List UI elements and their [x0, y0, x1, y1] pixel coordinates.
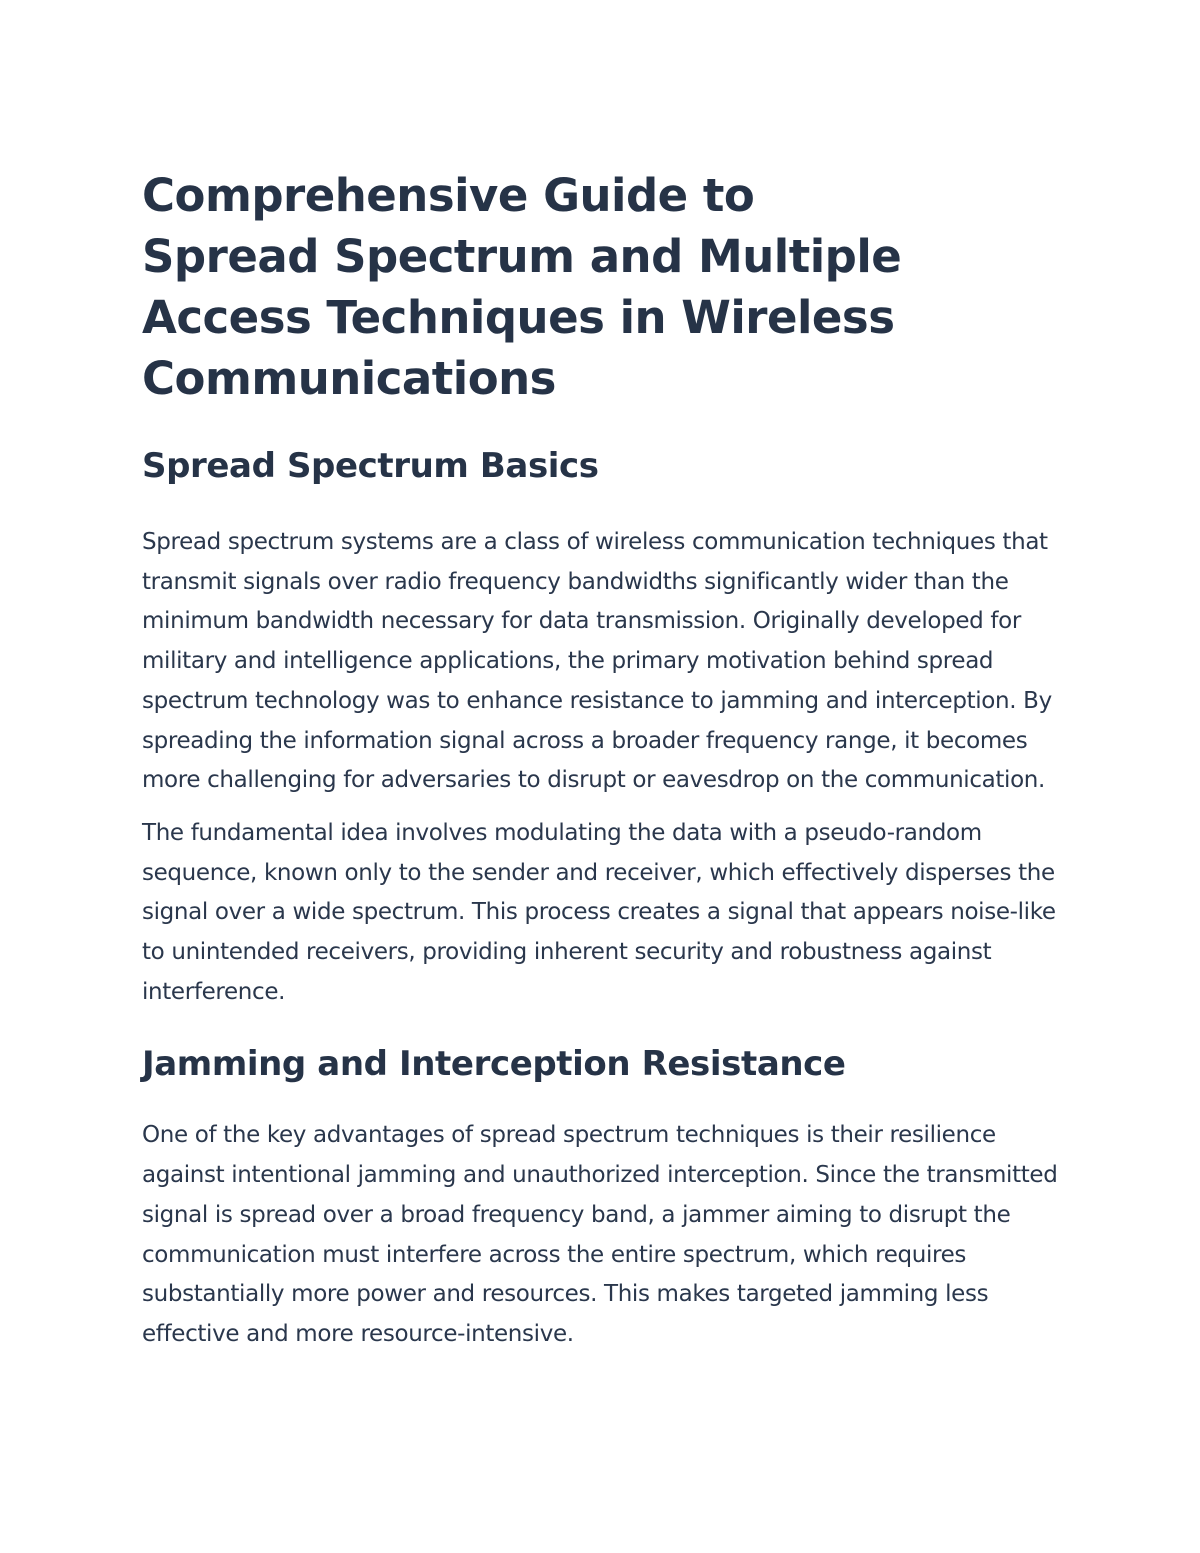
section-paragraph: The fundamental idea involves modulating the data with a pseudo-random sequence, known only to the sender and receiver, which effectively disperses the signal over a wide spectrum. This process creates a signal that appears noise-like to unintended receivers, providing inherent security and robustness against interference. [142, 819, 1056, 1005]
section-paragraph: Spread spectrum systems are a class of wireless communication techniques that transmit signals over radio frequency bandwidths significantly wider than the minimum bandwidth necessary for data transmission. Originally developed for military and intelligence applications, the primary motivation behind spread spectrum technology was to enhance resistance to jamming and interception. By spreading the information signal across a broader frequency range, it becomes more challenging for adversaries to disrupt or eavesdrop on the communication. [142, 529, 1052, 794]
document-title: Comprehensive Guide to Spread Spectrum and Multiple Access Techniques in Wireless Communications [142, 169, 902, 405]
section-heading-spread-spectrum-basics: Spread Spectrum Basics [142, 446, 599, 486]
document-page [142, 165, 1067, 1355]
section-paragraph: One of the key advantages of spread spectrum techniques is their resilience against intentional jamming and unauthorized interception. Since the transmitted signal is spread over a broad frequency band, a jammer aiming to disrupt the communication must interfere across the entire spectrum, which requires substantially more power and resources. This makes targeted jamming less effective and more resource-intensive. [142, 1122, 1058, 1347]
section-heading-jamming-interception: Jamming and Interception Resistance [142, 1044, 846, 1085]
